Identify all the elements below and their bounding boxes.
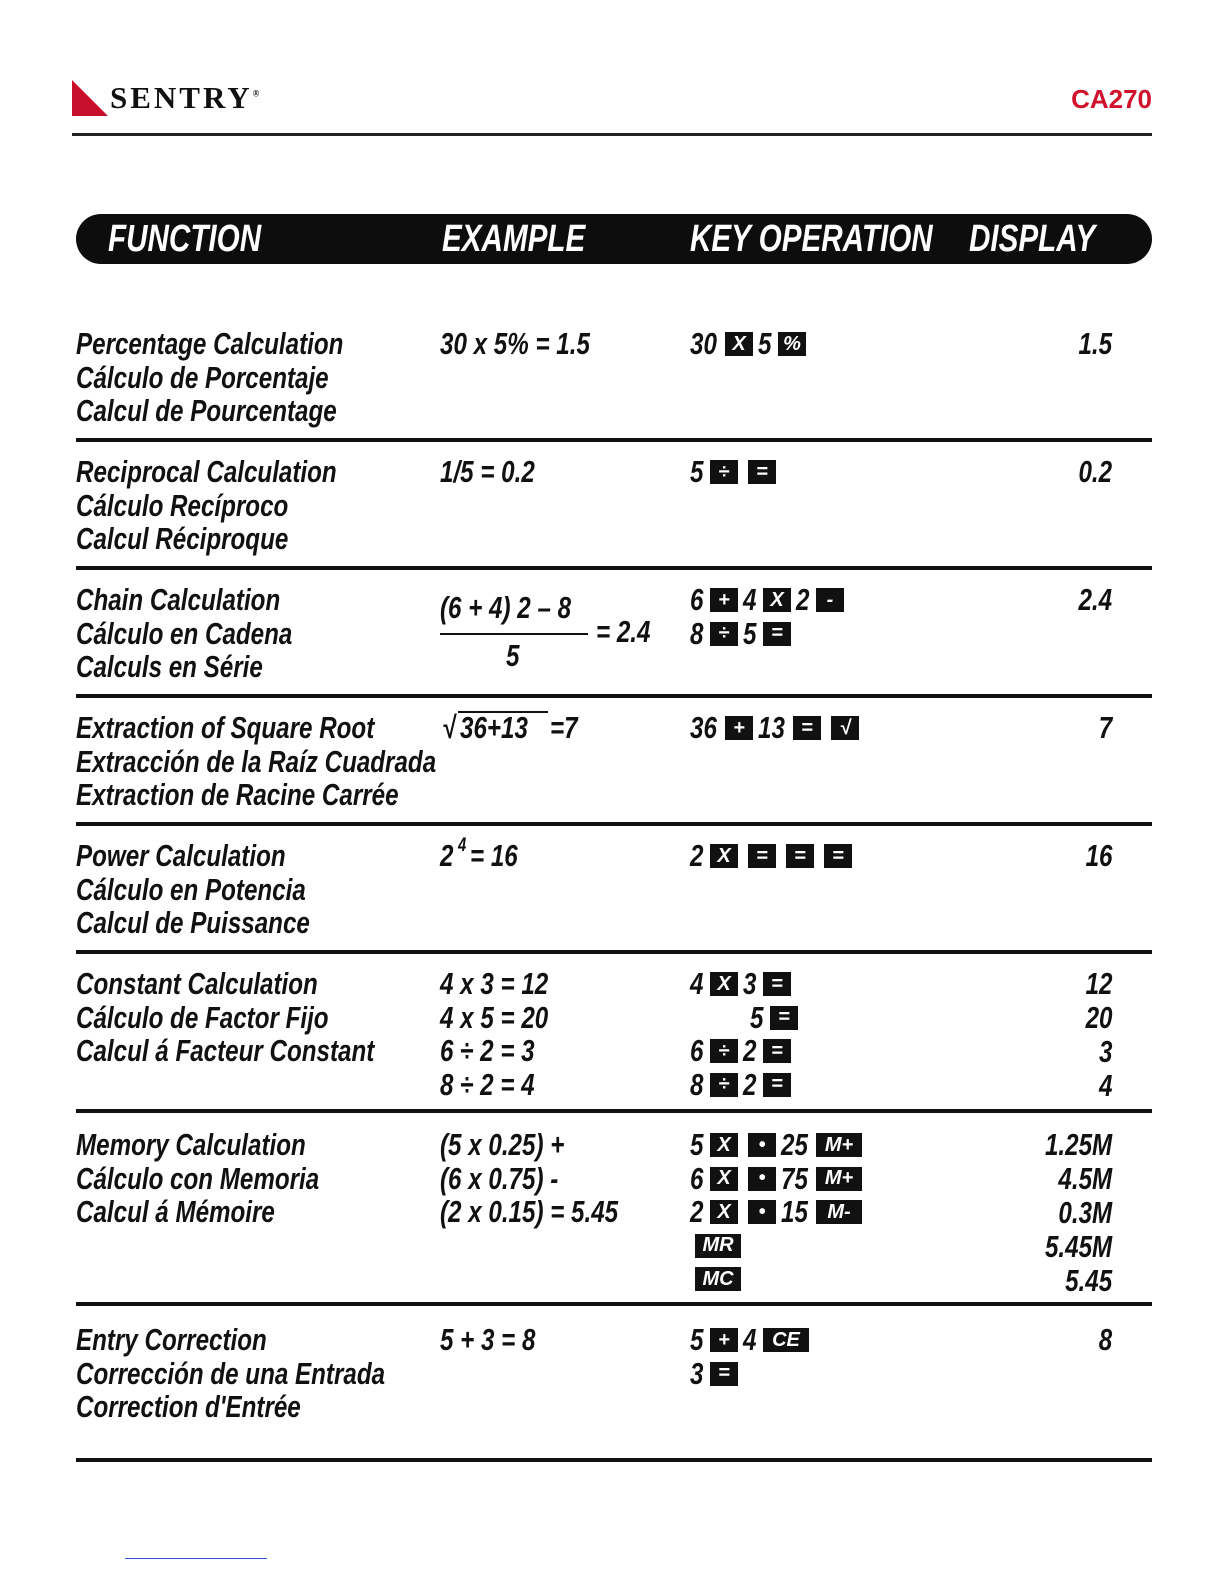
calculator-key: X: [710, 1133, 738, 1157]
example-text: 4 x 3 = 12: [440, 966, 549, 1001]
calculator-key: X: [710, 972, 738, 996]
display-value: 5.45M: [1044, 1229, 1112, 1264]
display-values: [1069, 327, 1112, 361]
power-exponent: 4: [458, 835, 467, 856]
example-text: (5 x 0.25) +: [440, 1127, 565, 1162]
fraction-numerator: (6 + 4) 2 – 8: [440, 590, 572, 625]
calculator-key: ÷: [710, 1039, 738, 1063]
example-text: 4 x 5 = 20: [440, 999, 549, 1035]
key-number: 13: [758, 710, 785, 745]
key-sequence: [690, 1229, 746, 1263]
calculator-key: =: [763, 1039, 791, 1063]
key-number: 5: [690, 1127, 704, 1162]
key-number: 2: [743, 1066, 757, 1102]
row-divider: [76, 694, 1152, 698]
key-number: 5: [690, 454, 704, 489]
key-sequence: [690, 1034, 796, 1068]
row-divider: [76, 1302, 1152, 1306]
fraction-denominator: 5: [506, 638, 520, 673]
display-values: [1078, 839, 1112, 873]
key-number: 3: [690, 1355, 704, 1391]
key-sequence: [690, 967, 796, 1001]
calculator-key: X: [710, 844, 738, 868]
display-value: 20: [1085, 1000, 1112, 1035]
row-divider: [76, 950, 1152, 954]
table-row: [76, 455, 1152, 575]
calculator-key: •: [748, 1133, 776, 1157]
function-label: Calcul Réciproque: [76, 521, 289, 556]
function-label: Calculs en Série: [76, 649, 263, 684]
calculator-key: +: [725, 716, 753, 740]
display-values: [1069, 583, 1112, 617]
key-number: 2: [796, 582, 810, 617]
calculator-key: =: [710, 1362, 738, 1386]
function-label: Calcul á Facteur Constant: [76, 1033, 375, 1068]
model-number: CA270: [1071, 84, 1152, 114]
key-sequence: [690, 1195, 867, 1229]
row-divider: [76, 1458, 1152, 1462]
function-label: Cálculo Recíproco: [76, 487, 289, 523]
column-function: FUNCTION: [108, 218, 262, 260]
display-value: 0.2: [1078, 454, 1112, 489]
table-row: [76, 966, 1152, 1103]
function-label: Chain Calculation: [76, 582, 281, 617]
key-number: 8: [690, 1066, 704, 1102]
power-base: 2: [440, 838, 454, 873]
key-sequence: [690, 583, 849, 617]
function-label: Calcul de Pourcentage: [76, 393, 337, 428]
column-header-bar: [76, 214, 1152, 264]
key-sequence: [690, 711, 864, 745]
key-number: 25: [781, 1127, 808, 1162]
key-number: 75: [781, 1160, 808, 1196]
key-number: 36: [690, 710, 717, 745]
example-text: 30 x 5% = 1.5: [440, 326, 590, 361]
calculator-key: MR: [695, 1234, 741, 1258]
function-label: Correction d'Entrée: [76, 1389, 301, 1424]
table-row: [76, 1323, 1152, 1443]
calculator-key: =: [763, 622, 791, 646]
calculator-key: X: [725, 332, 753, 356]
calculator-key: MC: [695, 1267, 741, 1291]
display-value: 7: [1098, 710, 1112, 745]
key-number: 2: [690, 838, 704, 873]
key-sequence: [690, 327, 811, 361]
display-values: [1069, 455, 1112, 489]
function-label: Memory Calculation: [76, 1127, 306, 1162]
calculator-key: M+: [816, 1167, 862, 1191]
calculator-key: =: [748, 844, 776, 868]
key-sequence: [690, 1262, 746, 1296]
display-values: [1095, 711, 1112, 745]
table-row: [76, 711, 1152, 831]
column-example: EXAMPLE: [442, 218, 586, 260]
key-number: 30: [690, 326, 717, 361]
key-number: 6: [690, 1033, 704, 1068]
function-label: Power Calculation: [76, 838, 286, 873]
display-value: 1.5: [1078, 326, 1112, 361]
calculator-key: ÷: [710, 622, 738, 646]
key-number: 2: [743, 1033, 757, 1068]
calculator-key: =: [770, 1006, 798, 1030]
display-value: 2.4: [1078, 582, 1112, 617]
row-divider: [76, 566, 1152, 570]
radical-sign: √: [442, 710, 456, 745]
key-sequence: [690, 1162, 867, 1196]
key-number: 15: [781, 1194, 808, 1229]
key-number: 5: [690, 1322, 704, 1357]
display-value: 1.25M: [1044, 1127, 1112, 1162]
function-label: Percentage Calculation: [76, 326, 344, 361]
column-key-operation: KEY OPERATION: [690, 218, 933, 260]
calculator-key: =: [763, 972, 791, 996]
sqrt-result: =7: [550, 710, 578, 745]
key-number: 3: [743, 966, 757, 1001]
sentry-logo-icon: [72, 80, 108, 116]
calculator-key: √: [831, 716, 859, 740]
function-label: Entry Correction: [76, 1322, 267, 1357]
display-values: [1078, 967, 1112, 1103]
calculator-key: =: [793, 716, 821, 740]
key-number: 8: [690, 615, 704, 651]
power-result: = 16: [470, 838, 518, 873]
function-label: Cálculo en Potencia: [76, 871, 306, 907]
function-label: Cálculo de Porcentaje: [76, 359, 329, 395]
function-label: Cálculo de Factor Fijo: [76, 999, 329, 1035]
key-sequence: [690, 617, 796, 651]
calculator-key: +: [710, 588, 738, 612]
table-row: [76, 1127, 1152, 1298]
calculator-key: %: [778, 332, 806, 356]
calculator-key: =: [786, 844, 814, 868]
key-number: 6: [690, 582, 704, 617]
sentry-logo: [72, 78, 259, 118]
key-number: 5: [743, 615, 757, 651]
brand-name: SENTRY®: [110, 80, 260, 115]
function-label: Extracción de la Raíz Cuadrada: [76, 743, 437, 779]
example-text: 8 ÷ 2 = 4: [440, 1066, 535, 1102]
calculator-key: CE: [763, 1328, 809, 1352]
link-underline: [125, 1558, 267, 1559]
key-sequence: [690, 455, 781, 489]
calculator-key: ÷: [710, 1073, 738, 1097]
display-value: 12: [1085, 966, 1112, 1001]
function-label: Extraction of Square Root: [76, 710, 375, 745]
table-row: [76, 835, 1152, 959]
function-label: Corrección de una Entrada: [76, 1355, 386, 1391]
calculator-key: X: [763, 588, 791, 612]
key-number: 5: [758, 326, 772, 361]
function-label: Extraction de Racine Carrée: [76, 777, 399, 812]
calculator-key: •: [748, 1200, 776, 1224]
display-value: 8: [1098, 1322, 1112, 1357]
table-row: [76, 583, 1152, 703]
display-value: 0.3M: [1058, 1195, 1112, 1230]
example-text: 1/5 = 0.2: [440, 454, 535, 489]
calculator-key: M-: [816, 1200, 862, 1224]
function-label: Calcul de Puissance: [76, 905, 310, 940]
calculator-key: =: [763, 1073, 791, 1097]
key-sequence: [690, 839, 857, 873]
example-text: (6 x 0.75) -: [440, 1160, 559, 1196]
example-text: 6 ÷ 2 = 3: [440, 1033, 535, 1068]
calculator-key: =: [748, 460, 776, 484]
calculator-key: =: [824, 844, 852, 868]
display-value: 3: [1098, 1034, 1112, 1069]
page-header: [72, 78, 1152, 118]
key-number: 4: [690, 966, 704, 1001]
key-number: 4: [743, 1322, 757, 1357]
calculator-key: -: [816, 588, 844, 612]
row-divider: [76, 822, 1152, 826]
display-value: 5.45: [1064, 1263, 1112, 1298]
function-label: Reciprocal Calculation: [76, 454, 337, 489]
function-label: Constant Calculation: [76, 966, 318, 1001]
key-sequence: [690, 1068, 796, 1102]
display-value: 16: [1085, 838, 1112, 873]
display-values: [1026, 1128, 1112, 1298]
header-divider: [72, 133, 1152, 136]
function-label: Cálculo con Memoria: [76, 1160, 320, 1196]
calculator-key: ÷: [710, 460, 738, 484]
key-sequence: [690, 1128, 867, 1162]
display-value: 4.5M: [1058, 1161, 1112, 1196]
fraction-result: = 2.4: [596, 614, 651, 649]
example-text: 5 + 3 = 8: [440, 1322, 536, 1357]
display-value: 4: [1098, 1068, 1112, 1103]
example-text: (2 x 0.15) = 5.45: [440, 1194, 619, 1229]
key-number: 2: [690, 1194, 704, 1229]
display-values: [1095, 1323, 1112, 1357]
key-number: 4: [743, 582, 757, 617]
fraction-bar: [440, 633, 588, 635]
key-sequence: [690, 1357, 743, 1391]
key-number: 6: [690, 1160, 704, 1196]
column-display: DISPLAY: [969, 218, 1096, 260]
table-row: [76, 327, 1152, 447]
row-divider: [76, 1109, 1152, 1113]
calculator-key: X: [710, 1167, 738, 1191]
key-number: 5: [750, 999, 764, 1035]
row-divider: [76, 438, 1152, 442]
calculator-key: X: [710, 1200, 738, 1224]
key-sequence: [690, 1001, 803, 1035]
calculator-key: •: [748, 1167, 776, 1191]
function-label: Cálculo en Cadena: [76, 615, 293, 651]
calculator-key: +: [710, 1328, 738, 1352]
calculator-key: M+: [816, 1133, 862, 1157]
key-sequence: [690, 1323, 814, 1357]
function-label: Calcul á Mémoire: [76, 1194, 275, 1229]
radicand: 36+13: [460, 710, 528, 745]
